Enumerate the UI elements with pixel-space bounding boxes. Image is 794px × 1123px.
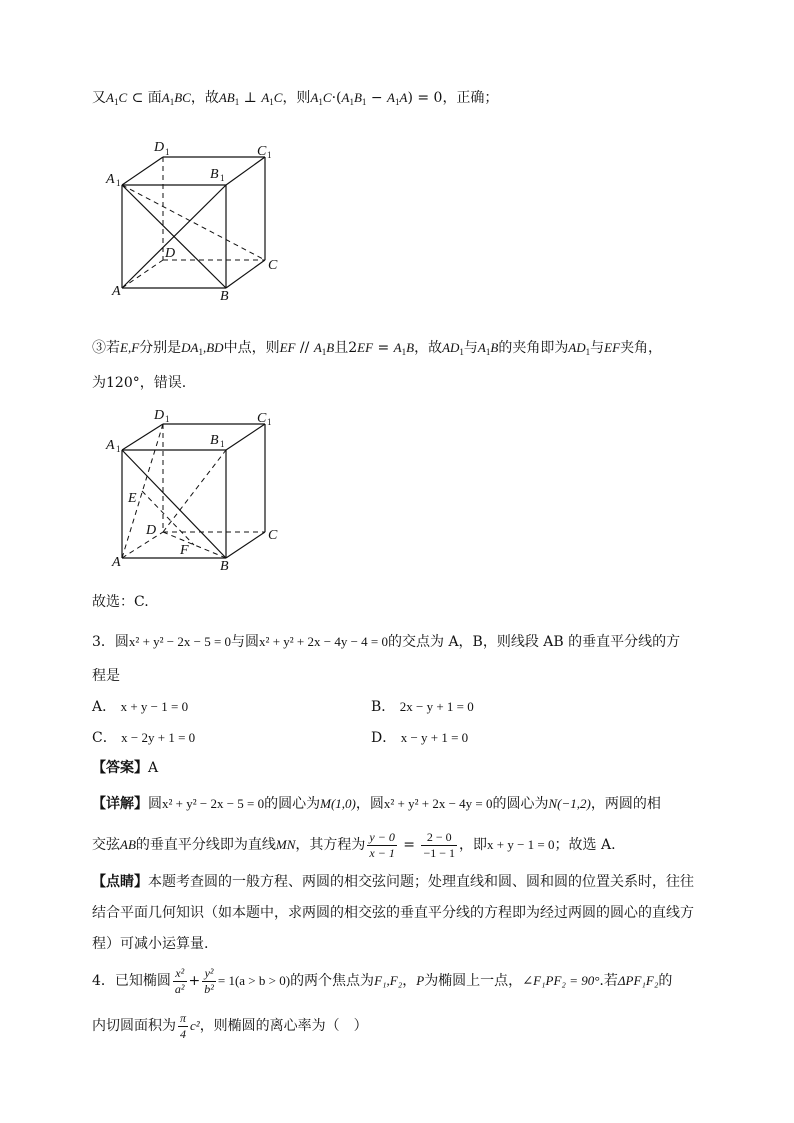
fraction (367, 830, 396, 861)
denominator: a² (174, 981, 185, 996)
point-line-3: 程）可减小运算量. (92, 936, 209, 952)
label-A-bottom: A (112, 555, 121, 570)
text: 与圆 (231, 634, 260, 650)
numerator: y² (202, 966, 216, 982)
detail-line-2: 交弦AB的垂直平分线即为直线MN，其方程为 $\frac{y - 0}{x - 1}$ = $\frac{2 - 0}{-1 - 1}$ ，即x + y − 1 = 0；故选 A. (92, 829, 616, 860)
text: 若 (106, 340, 120, 356)
text: ，圆 (355, 796, 384, 812)
equation: x² + y² + 2x − 4y − 4 = 0 (259, 634, 388, 649)
label-A: A (106, 438, 115, 453)
option-label: A． (92, 699, 117, 715)
fraction (178, 1011, 188, 1042)
answer-tag: 【答案】 (92, 760, 148, 776)
para-3-line-2 (92, 373, 186, 393)
text: 圆 (148, 796, 162, 812)
text: 的圆心为 (492, 796, 549, 812)
label-B-bottom: B (220, 559, 229, 574)
numerator: x² (173, 966, 187, 982)
label-F: F (180, 543, 189, 558)
para-1: 又$A_1C$ ⊂ 面$A_1BC$，故$AB_1$ ⊥ $A_1C$，则$A_1C\cdot(A_1B_1 - A_1A) = 0$，正确； (92, 90, 499, 107)
text: 分别是 (139, 340, 182, 356)
equation: x² + y² − 2x − 5 = 0 (128, 634, 232, 649)
para-3: ③若E,F分别是$DA_1,BD$中点，则EF // $A_1B$且$2EF = A_1B$，故$AD_1$与$A_1B$的夹角即为$AD_1$与EF夹角， (92, 340, 663, 357)
equation: x² + y² − 2x − 5 = 0 (162, 796, 265, 811)
text: ，则 (282, 90, 311, 106)
text: 中点，则 (223, 340, 280, 356)
denominator: x − 1 (369, 845, 395, 860)
label-D: D (154, 140, 165, 155)
text: ， (402, 973, 417, 989)
text: 的垂直平分线即为直线 (135, 837, 276, 853)
label-sub: 1 (165, 147, 170, 157)
label-A-bottom: A (112, 284, 121, 299)
question-number: 4． (92, 973, 115, 989)
text: 本题考查圆的一般方程、两圆的相交弦问题；处理直线和圆、圆和圆的位置关系时，往往 (148, 874, 694, 890)
choose-line: 故选：C. (92, 594, 149, 610)
text: 内切圆面积为 (92, 1018, 176, 1034)
point-n: N(−1,2) (548, 796, 591, 811)
option-c[interactable] (92, 728, 195, 748)
label-sub: 1 (220, 173, 225, 183)
question-number: 3． (92, 634, 115, 650)
denominator: 4 (180, 1026, 186, 1041)
fraction (173, 966, 187, 997)
text: 的圆心为 (264, 796, 321, 812)
point-line-1 (92, 872, 694, 892)
foci: F₁,F₂ (374, 973, 403, 988)
text: 与 (463, 340, 478, 356)
numerator: 2 − 0 (421, 830, 457, 846)
denominator: b² (204, 981, 214, 996)
c-squared: c² (190, 1018, 200, 1033)
fraction (421, 830, 457, 861)
label-C: C (257, 411, 267, 426)
label-D-bottom: D (146, 523, 157, 538)
text: 与 (590, 340, 605, 356)
label-sub: 1 (267, 417, 272, 427)
point-p: P (416, 973, 425, 988)
text: ；故选 A. (554, 837, 616, 853)
cube-figure-1 (100, 138, 300, 308)
equation: = 1(a > b > 0) (217, 973, 291, 988)
circle-number: ③ (92, 340, 106, 356)
label-sub: 1 (267, 150, 272, 160)
point-tag: 【点睛】 (92, 874, 148, 890)
text: ，正确； (442, 90, 499, 106)
label-A: A (106, 172, 115, 187)
text: ，故 (414, 340, 443, 356)
segment-ab: AB (120, 837, 136, 852)
text: 为 (92, 375, 106, 391)
option-label: C． (92, 730, 117, 746)
text: 已知椭圆 (114, 973, 171, 989)
label-C: C (257, 144, 267, 159)
option-d[interactable] (371, 728, 468, 748)
label-sub: 1 (165, 414, 170, 424)
text: 的交点为 A，B，则线段 AB 的垂直平分线的方 (388, 634, 681, 650)
denominator: −1 − 1 (423, 845, 456, 860)
text: 面 (147, 90, 162, 106)
answer-line (92, 758, 158, 778)
text: 圆 (114, 634, 129, 650)
text: 的两个焦点为 (290, 973, 375, 989)
text: ，即 (459, 837, 488, 853)
text: ，其方程为 (295, 837, 366, 853)
equation: x + y − 1 = 0 (487, 837, 555, 852)
q3-stem-line-2: 程是 (92, 668, 120, 684)
label-C-bottom: C (268, 528, 278, 543)
q4-line-2 (92, 1008, 368, 1044)
label-E: E (128, 491, 137, 506)
text: .若 (599, 973, 618, 989)
option-text: x + y − 1 = 0 (120, 699, 189, 714)
detail-line-1 (92, 794, 661, 814)
cube-figure-2 (100, 408, 300, 578)
option-text: 2x − y + 1 = 0 (399, 699, 474, 714)
option-label: B． (371, 699, 396, 715)
answer-value: A (148, 760, 159, 776)
text: ，故 (190, 90, 219, 106)
fraction (202, 966, 216, 997)
point-line-2: 结合平面几何知识（如本题中，求两圆的相交弦的垂直平分线的方程即为经过两圆的圆心的直线方 (92, 905, 694, 921)
option-label: D． (371, 730, 397, 746)
label-sub: 1 (116, 444, 121, 454)
q3-stem-line-1 (92, 632, 680, 652)
option-a[interactable] (92, 697, 188, 717)
text: 的 (658, 973, 673, 989)
label-D-bottom: D (165, 246, 176, 261)
label-sub: 1 (220, 439, 225, 449)
triangle: ΔPF₁F₂ (617, 973, 659, 988)
label-D: D (154, 408, 165, 423)
text: 又 (92, 90, 106, 106)
line-mn: MN (275, 837, 296, 852)
angle-value: 120° (106, 375, 140, 391)
q4-line-1: 4．已知椭圆 $\frac{\text{x²}}{\text{a²}}$ + $\frac{\text{y²}}{\text{b²}}$ = 1(a > b > 0)的两个焦点为F₁,F₂，P为椭圆上一点，∠F₁PF₂ = 90°.若ΔPF₁F₂的 (92, 965, 673, 996)
equation: x² + y² + 2x − 4y = 0 (383, 796, 493, 811)
option-text: x − 2y + 1 = 0 (121, 730, 196, 745)
text: 交弦 (92, 837, 120, 853)
option-text: x − y + 1 = 0 (400, 730, 469, 745)
point-m: M(1,0) (320, 796, 356, 811)
label-B: B (210, 167, 219, 182)
label-B-bottom: B (220, 289, 229, 304)
text: 夹角， (620, 340, 663, 356)
text: 且 (334, 340, 349, 356)
angle: ∠F₁PF₂ = 90° (522, 973, 600, 988)
numerator: y − 0 (369, 829, 395, 844)
text: 为椭圆上一点， (424, 973, 523, 989)
option-b[interactable] (371, 697, 474, 717)
text: ，则椭圆的离心率为（ ） (199, 1018, 368, 1034)
label-sub: 1 (116, 178, 121, 188)
label-B: B (210, 433, 219, 448)
text: 的夹角即为 (498, 340, 569, 356)
text: ，错误. (139, 375, 187, 391)
numerator: π (180, 1010, 187, 1025)
label-C-bottom: C (268, 258, 278, 273)
text: ，两圆的相 (590, 796, 661, 812)
detail-tag: 【详解】 (92, 796, 148, 812)
